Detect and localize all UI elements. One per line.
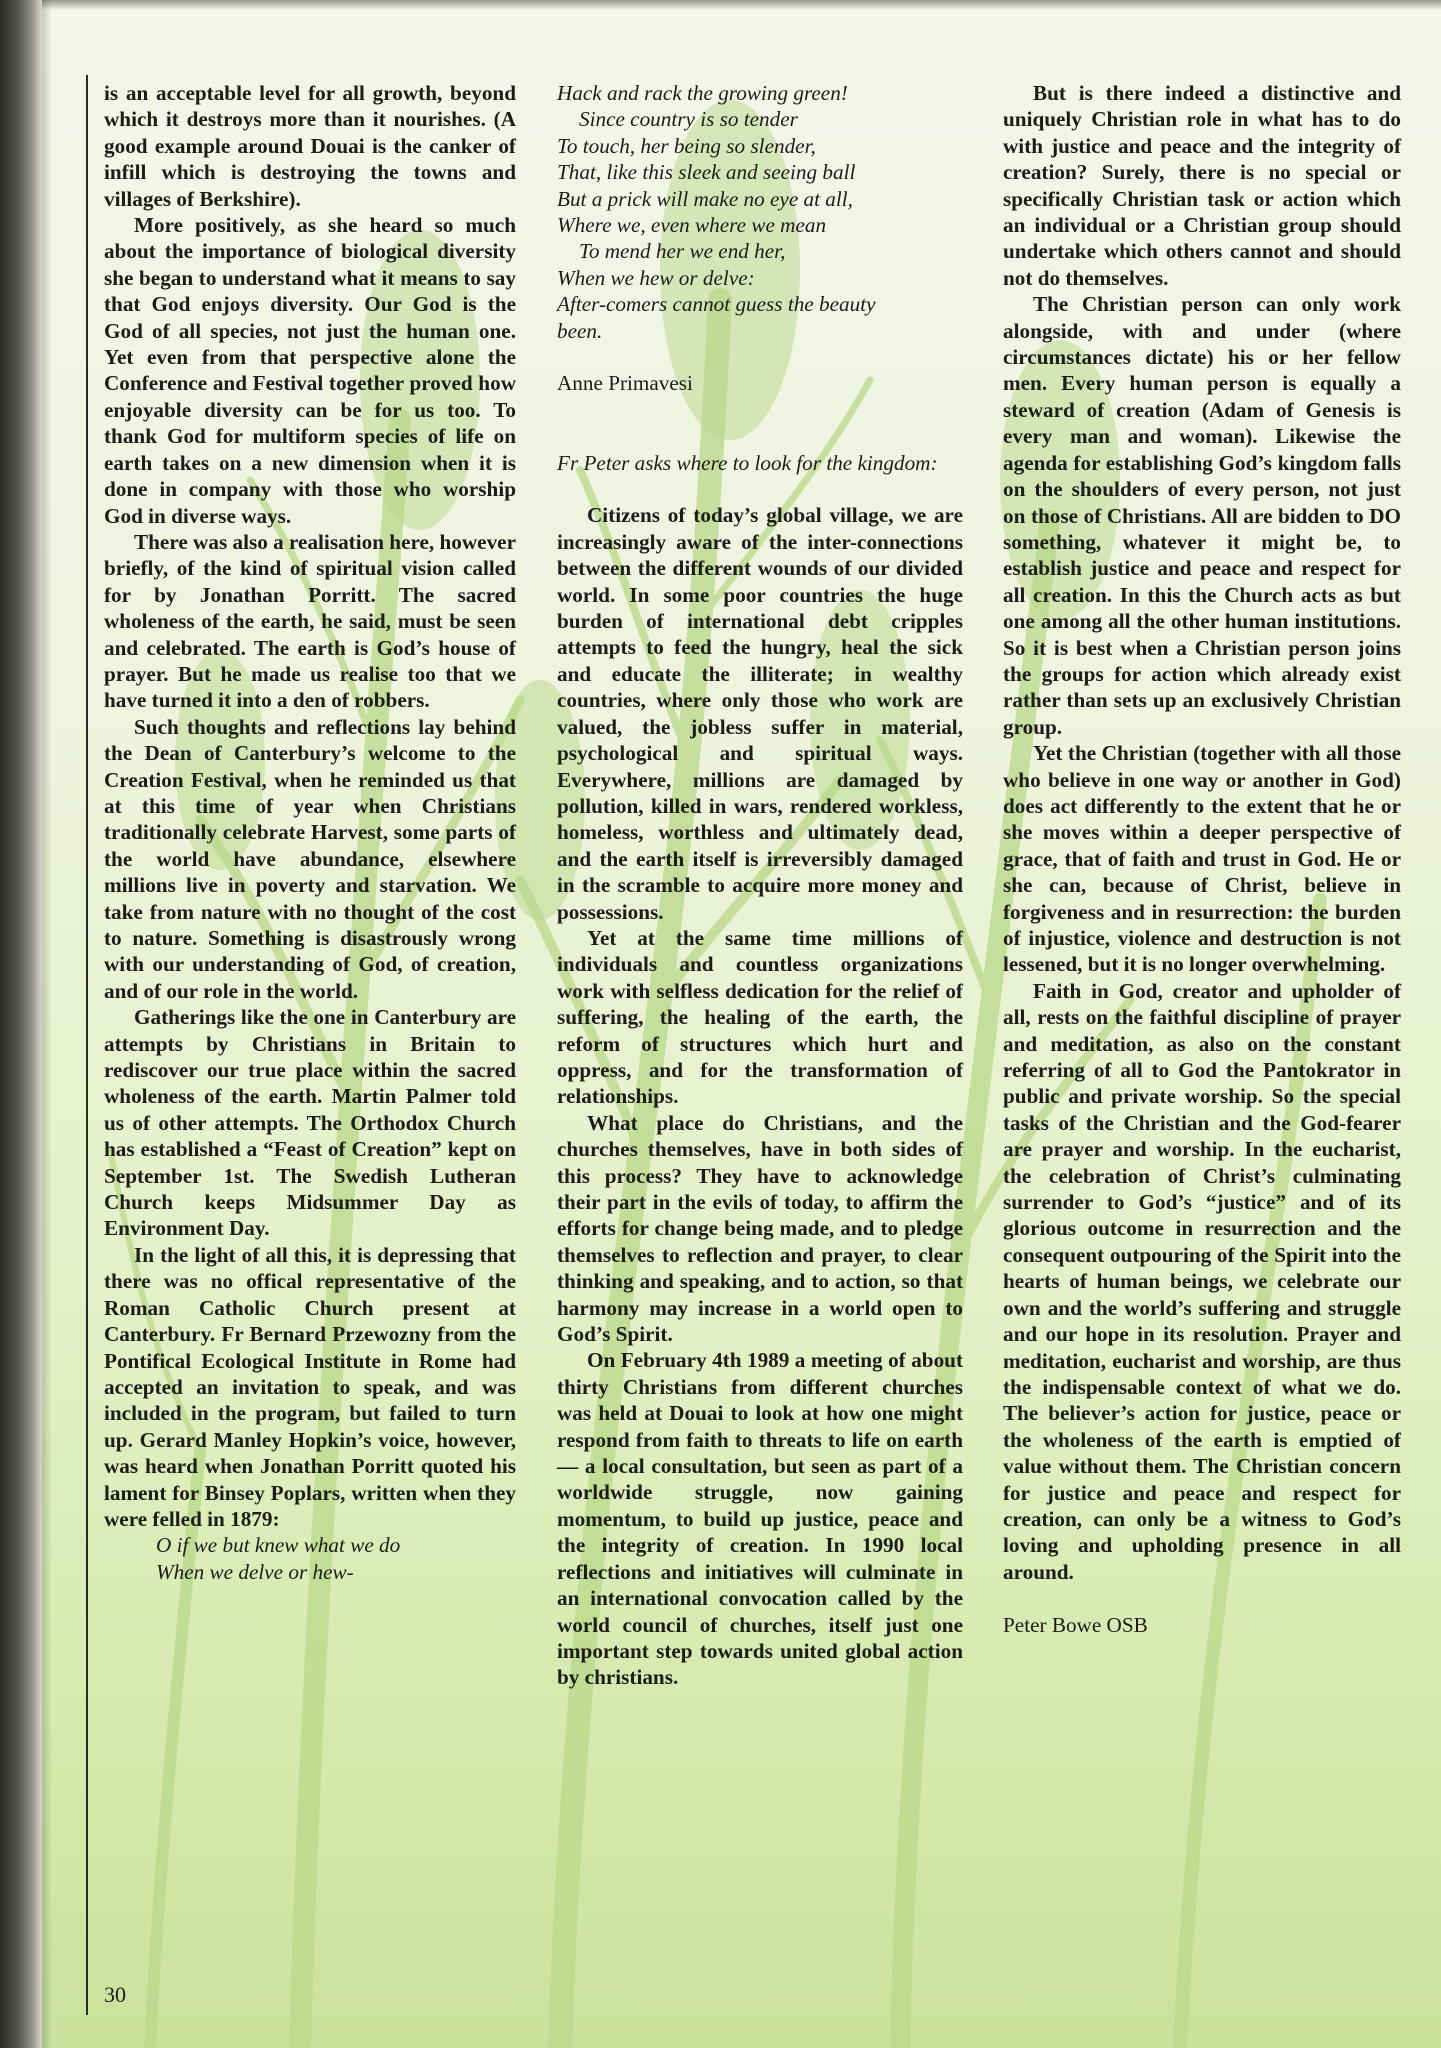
poem-line: To mend her we end her, [579, 239, 786, 264]
poem-excerpt [557, 80, 963, 344]
poem-line: But a prick will make no eye at all, [557, 186, 853, 211]
paragraph: Yet the Christian (together with all those who believe in one way or another in God) does act differently to the extent that he or she moves within a deeper perspective of grace, that of faith and trust in God. He or she can, because of Christ, believe in forgiveness and in resurrection: the burden of injustice, violence and destruction is not lessened, but it is no longer overwhelming. [1003, 741, 1401, 977]
paragraph: Such thoughts and reflections lay behind the Dean of Canterbury’s welcome to the Creation Festival, when he reminded us that at this time of year when Christians traditionally celebrate Harvest, some parts of the world have abundance, elsewhere millions live in poverty and starvation. We take from nature with no thought of the cost to nature. Something is disastrously wrong with our understanding of God, of creation, and of our role in the world. [104, 714, 516, 1003]
paragraph: What place do Christians, and the churches themselves, have in both sides of this process? They have to acknowledge their part in the evils of today, to affirm the efforts for change being made, and to pledge themselves to reflection and prayer, to clear thinking and speaking, and to action, so that harmony may increase in a world open to God’s Spirit. [557, 1110, 963, 1347]
poem-line: Hack and rack the growing green! [557, 81, 848, 105]
column-3 [1003, 80, 1401, 1638]
author-signature: Peter Bowe OSB [1003, 1612, 1148, 1637]
poem-line: After-comers cannot guess the beauty [557, 292, 876, 317]
paragraph: Faith in God, creator and upholder of all, rests on the faithful discipline of prayer and meditation, as also on the constant referring of all to God the Pantokrator in public and private worship. So the special tasks of the Christian and the God-fearer are prayer and worship. In the eucharist, the celebration of Christ’s culminating surrender to God’s “justice” and of its glorious outcome in resurrection and the consequent outpouring of the Spirit into the hearts of human beings, we celebrate our own and the world’s suffering and struggle and our hope in its resolution. Prayer and meditation, eucharist and worship, are thus the indispensable context of what we do. The believer’s action for justice, peace or the wholeness of the earth is emptied of value without them. The Christian concern for justice and peace and respect for creation, can only be a witness to God’s loving and upholding presence in all around. [1003, 978, 1401, 1584]
article-intro: Fr Peter asks where to look for the kingdom: [557, 450, 938, 475]
column-1 [104, 80, 516, 1585]
poem-line: O if we but knew what we do [156, 1533, 401, 1558]
paragraph: is an acceptable level for all growth, beyond which it destroys more than it nourishes. (A good example around Douai is the canker of infill which is destroying the towns and villages of Berkshire). [104, 81, 516, 211]
paragraph: In the light of all this, it is depressing that there was no offical representative of the Roman Catholic Church present at Canterbury. Fr Bernard Przewozny from the Pontifical Ecological Institute in Rome had accepted an invitation to speak, and was included in the program, but failed to turn up. Gerard Manley Hopkin’s voice, however, was heard when Jonathan Porritt quoted his lament for Binsey Poplars, written when they were felled in 1879: [104, 1242, 516, 1531]
poem-line: been. [557, 318, 603, 343]
paragraph: There was also a realisation here, however briefly, of the kind of spiritual vision called for by Jonathan Porritt. The sacred wholeness of the earth, he said, must be seen and celebrated. The earth is God’s house of prayer. But he made us realise too that we have turned it into a den of robbers. [104, 529, 516, 713]
poem-line: That, like this sleek and seeing ball [557, 160, 856, 185]
paragraph: On February 4th 1989 a meeting of about thirty Christians from different churches was held at Douai to look at how one might respond from faith to threats to life on earth — a local consultation, but seen as part of a worldwide struggle, now gaining momentum, to build up justice, peace and the integrity of creation. In 1990 local reflections and initiatives will culminate in an international convocation called by the world council of churches, itself just one important step towards united global action by christians. [557, 1348, 963, 1690]
poem-line: Where we, even where we mean [557, 213, 827, 238]
margin-rule [86, 75, 88, 2015]
paragraph: But is there indeed a distinctive and uniquely Christian role in what has to do with justice and peace and the integrity of creation? Surely, there is no special or specifically Christian task or action which an individual or a Christian group should undertake which others cannot and should not do themselves. [1003, 81, 1401, 290]
page-number: 30 [104, 1982, 126, 2007]
poem-line: To touch, her being so slender, [557, 133, 816, 158]
paragraph: Yet at the same time millions of individuals and countless organizations work with selfless dedication for the relief of suffering, the healing of the earth, the reform of structures which hurt and oppress, and for the transformation of relationships. [557, 925, 963, 1109]
poem-excerpt [104, 1532, 516, 1585]
paragraph: More positively, as she heard so much about the importance of biological diversity she began to understand what it means to say that God enjoys diversity. Our God is the God of all species, not just the human one. Yet even from that perspective alone the Conference and Festival together proved how enjoyable diversity can be for us too. To thank God for multiform species of life on earth takes on a new dimension when it is done in company with those who worship God in diverse ways. [104, 213, 516, 528]
paragraph: Gatherings like the one in Canterbury are attempts by Christians in Britain to rediscover our true place within the sacred wholeness of the earth. Martin Palmer told us of other attempts. The Orthodox Church has established a “Feast of Creation” kept on September 1st. The Swedish Lutheran Church keeps Midsummer Day as Environment Day. [104, 1005, 516, 1241]
spine-shadow [42, 0, 52, 2048]
paragraph: The Christian person can only work alongside, with and under (where circumstances dictate) his or her fellow men. Every human person is equally a steward of creation (Adam of Genesis is every man and woman). Likewise the agenda for establishing God’s kingdom falls on the shoulders of every person, not just on those of Christians. All are bidden to DO something, whatever it might be, to establish justice and peace and respect for all creation. In this the Church acts as but one among all the other human institutions. So it is best when a Christian person joins the groups for action which already exist rather than sets up an exclusively Christian group. [1003, 292, 1401, 739]
column-2 [557, 80, 963, 1691]
poem-line: Since country is so tender [579, 107, 798, 132]
poem-line: When we hew or delve: [557, 265, 755, 290]
author-signature: Anne Primavesi [557, 371, 693, 396]
poem-line: When we delve or hew- [156, 1559, 354, 1584]
book-spine [0, 0, 42, 2048]
paragraph: Citizens of today’s global village, we are increasingly aware of the inter-connections between the different wounds of our divided world. In some poor countries the huge burden of international debt cripples attempts to feed the hungry, heal the sick and educate the illiterate; in wealthy countries, where only those who work are valued, the jobless suffer in material, psychological and spiritual ways. Everywhere, millions are damaged by pollution, killed in wars, rendered workless, homeless, worthless and ultimately dead, and the earth itself is irreversibly damaged in the scramble to acquire more money and possessions. [557, 503, 963, 924]
